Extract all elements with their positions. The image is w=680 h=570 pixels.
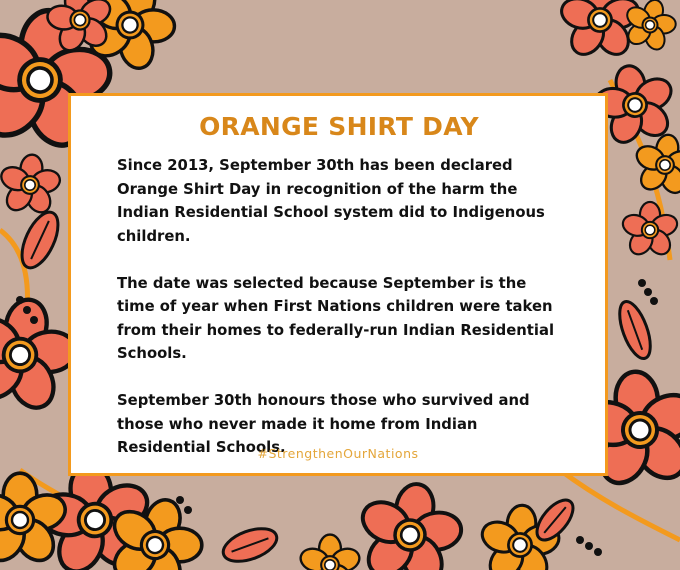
dot bbox=[638, 279, 646, 287]
dot bbox=[594, 548, 602, 556]
dot bbox=[576, 536, 584, 544]
dot bbox=[16, 296, 24, 304]
dot bbox=[184, 506, 192, 514]
dot bbox=[30, 316, 38, 324]
paragraph-date-reason: The date was selected because September is the time of year when First Nations children were taken from their homes to federally-run Indian Residential Schools. bbox=[117, 274, 555, 362]
paragraph-declaration: Since 2013, September 30th has been declared Orange Shirt Day in recognition of the harm the Indian Residential School system did to Indigenous children. bbox=[117, 157, 545, 245]
poster-title: ORANGE SHIRT DAY bbox=[199, 112, 479, 141]
dot bbox=[644, 288, 652, 296]
leaf-icon bbox=[15, 207, 66, 273]
flower-icon bbox=[298, 535, 363, 570]
flower-icon bbox=[0, 152, 65, 219]
flower-icon bbox=[347, 475, 473, 570]
info-card bbox=[68, 93, 608, 476]
leaf-icon bbox=[219, 522, 281, 567]
dot bbox=[650, 297, 658, 305]
dot bbox=[585, 542, 593, 550]
leaf-icon bbox=[613, 298, 656, 363]
dot bbox=[176, 496, 184, 504]
hashtag: #StrengthenOurNations bbox=[257, 446, 419, 461]
poster-body bbox=[117, 154, 561, 460]
paragraph-honours: September 30th honours those who survived and those who never made it home from Indian Residential Schools. bbox=[117, 392, 530, 456]
dot bbox=[23, 306, 31, 314]
